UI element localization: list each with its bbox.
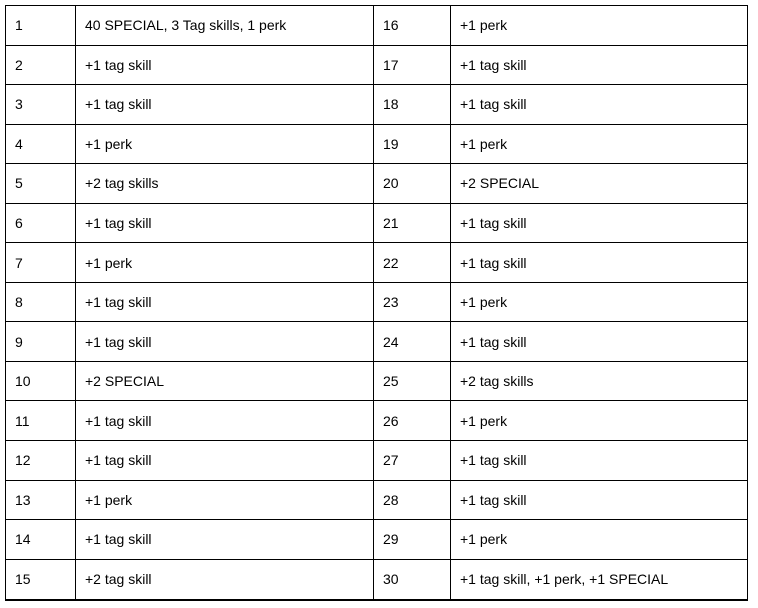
level-cell: 30 xyxy=(374,559,451,600)
level-rewards-table xyxy=(5,5,748,601)
level-cell: 25 xyxy=(374,361,451,401)
table-row xyxy=(6,124,748,164)
table-row xyxy=(6,282,748,322)
level-cell: 16 xyxy=(374,6,451,46)
reward-cell: +2 tag skills xyxy=(451,361,748,401)
reward-cell: +1 perk xyxy=(451,124,748,164)
reward-cell: +2 tag skill xyxy=(76,559,374,600)
level-cell: 23 xyxy=(374,282,451,322)
table-row xyxy=(6,45,748,85)
reward-cell: +1 perk xyxy=(451,520,748,560)
table-body xyxy=(6,6,748,601)
level-cell: 10 xyxy=(6,361,76,401)
reward-cell: +1 tag skill xyxy=(76,441,374,481)
level-cell: 5 xyxy=(6,164,76,204)
reward-cell: +1 tag skill xyxy=(451,243,748,283)
reward-cell: +1 tag skill xyxy=(451,85,748,125)
reward-cell: +1 tag skill xyxy=(451,480,748,520)
level-cell: 8 xyxy=(6,282,76,322)
level-cell: 24 xyxy=(374,322,451,362)
table-row xyxy=(6,322,748,362)
reward-cell: +1 tag skill xyxy=(76,203,374,243)
level-cell: 29 xyxy=(374,520,451,560)
reward-cell: 40 SPECIAL, 3 Tag skills, 1 perk xyxy=(76,6,374,46)
table-row xyxy=(6,361,748,401)
table-row xyxy=(6,164,748,204)
table-row xyxy=(6,203,748,243)
level-cell: 12 xyxy=(6,441,76,481)
level-cell: 4 xyxy=(6,124,76,164)
level-cell: 19 xyxy=(374,124,451,164)
table-row xyxy=(6,85,748,125)
reward-cell: +2 SPECIAL xyxy=(451,164,748,204)
level-cell: 2 xyxy=(6,45,76,85)
reward-cell: +1 tag skill xyxy=(76,401,374,441)
reward-cell: +1 perk xyxy=(451,6,748,46)
reward-cell: +1 perk xyxy=(76,124,374,164)
reward-cell: +1 perk xyxy=(76,480,374,520)
reward-cell: +1 tag skill xyxy=(451,203,748,243)
table-row xyxy=(6,441,748,481)
level-cell: 1 xyxy=(6,6,76,46)
table-row xyxy=(6,520,748,560)
reward-cell: +2 tag skills xyxy=(76,164,374,204)
level-cell: 22 xyxy=(374,243,451,283)
level-cell: 27 xyxy=(374,441,451,481)
reward-cell: +1 tag skill xyxy=(76,282,374,322)
level-cell: 28 xyxy=(374,480,451,520)
level-cell: 6 xyxy=(6,203,76,243)
table-row xyxy=(6,480,748,520)
reward-cell: +1 tag skill xyxy=(76,520,374,560)
level-cell: 15 xyxy=(6,559,76,600)
level-cell: 21 xyxy=(374,203,451,243)
reward-cell: +1 tag skill xyxy=(76,45,374,85)
level-cell: 13 xyxy=(6,480,76,520)
level-cell: 7 xyxy=(6,243,76,283)
table-row xyxy=(6,243,748,283)
reward-cell: +1 perk xyxy=(451,401,748,441)
level-cell: 18 xyxy=(374,85,451,125)
level-cell: 11 xyxy=(6,401,76,441)
reward-cell: +1 tag skill xyxy=(451,322,748,362)
table-row xyxy=(6,6,748,46)
reward-cell: +1 tag skill xyxy=(451,45,748,85)
level-cell: 20 xyxy=(374,164,451,204)
table-row xyxy=(6,559,748,600)
reward-cell: +1 perk xyxy=(76,243,374,283)
reward-cell: +1 tag skill xyxy=(451,441,748,481)
reward-cell: +1 tag skill xyxy=(76,322,374,362)
reward-cell: +1 tag skill, +1 perk, +1 SPECIAL xyxy=(451,559,748,600)
level-cell: 3 xyxy=(6,85,76,125)
level-cell: 9 xyxy=(6,322,76,362)
level-cell: 14 xyxy=(6,520,76,560)
table-row xyxy=(6,401,748,441)
level-cell: 26 xyxy=(374,401,451,441)
reward-cell: +1 tag skill xyxy=(76,85,374,125)
reward-cell: +1 perk xyxy=(451,282,748,322)
level-cell: 17 xyxy=(374,45,451,85)
reward-cell: +2 SPECIAL xyxy=(76,361,374,401)
